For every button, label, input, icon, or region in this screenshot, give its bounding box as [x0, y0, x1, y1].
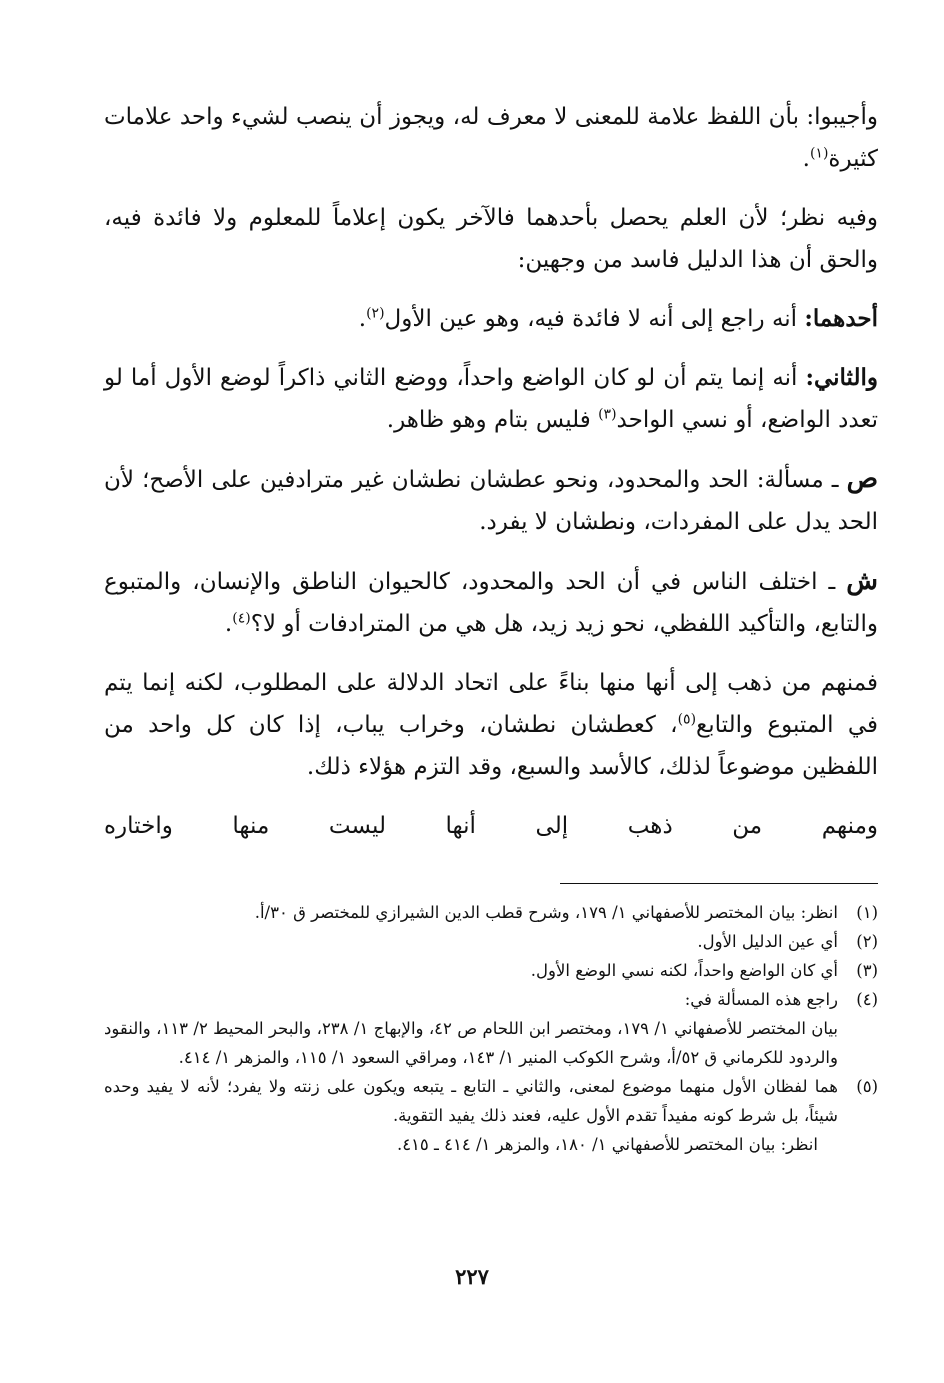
footnote-number: (٥): [856, 1077, 878, 1096]
footnote-number: (٣): [856, 961, 878, 980]
footnote-ref-4[interactable]: (٤): [232, 610, 251, 627]
footnote-number: (٤): [856, 990, 878, 1009]
paragraph-6: ش ـ اختلف الناس في أن الحد والمحدود، كالحيوان الناطق والإنسان، والمتبوع والتابع، والتأكيد اللفظي، نحو زيد زيد، هل هي من المترادفات أو لا؟$^{(٤)}$.: [104, 566, 878, 637]
footnote-4: (٤) راجع هذه المسألة في: بيان المختصر للأصفهاني ١/ ١٧٩، ومختصر ابن اللحام ص ٤٢، والإبهاج ١/ ٢٣٨، والبحر المحيط ٢/ ١١٣، والنقود والردود للكرماني ق ٥٢/أ، وشرح الكوكب المنير ١/ ١٤٣، ومراقي السعود ١/ ١١٥، والمزهر ١/ ٤١٤.: [104, 985, 878, 1072]
footnote-1: (١) انظر: بيان المختصر للأصفهاني ١/ ١٧٩، وشرح قطب الدين الشيرازي للمختصر ق ٣٠/أ.: [104, 898, 878, 927]
footnote-4-sources: بيان المختصر للأصفهاني ١/ ١٧٩، ومختصر ابن اللحام ص ٤٢، والإبهاج ١/ ٢٣٨، والبحر المحيط ٢/ ١١٣، والنقود والردود للكرماني ق ٥٢/أ، وشرح الكوكب المنير ١/ ١٤٣، ومراقي السعود ١/ ١١٥، والمزهر ١/ ٤١٤.: [104, 1019, 838, 1067]
paragraph-3: أحدهما: أنه راجع إلى أنه لا فائدة فيه، وهو عين الأول$^{(٢)}$.: [358, 305, 878, 332]
footnote-3: (٣) أي كان الواضع واحداً، لكنه نسي الوضع الأول.: [104, 956, 878, 985]
paragraph-1: وأجيبوا: بأن اللفظ علامة للمعنى لا معرف له، ويجوز أن ينصب لشيء واحد علامات كثيرة$^{(١)}$.: [104, 104, 878, 172]
paragraph-7: فمنهم من ذهب إلى أنها منها بناءً على اتحاد الدلالة على المطلوب، لكنه إنما يتم في المتبوع والتابع$^{(٥)}$، كعطشان نطشان، وخراب يباب، إذا كان كل واحد من اللفظين موضوعاً لذلك، كالأسد والسبع، وقد التزم هؤلاء ذلك.: [104, 670, 878, 780]
paragraph-8: ومنهم من ذهب إلى أنها ليست منها واختاره: [104, 813, 878, 839]
second-reason-label: والثاني:: [805, 364, 878, 391]
footnote-ref-1[interactable]: (١): [809, 145, 829, 162]
main-text: [104, 96, 878, 847]
footnote-ref-5[interactable]: (٥): [677, 711, 697, 728]
paragraph-2: وفيه نظر؛ لأن العلم يحصل بأحدهما فالآخر يكون إعلاماً للمعلوم ولا فائدة فيه، والحق أن هذا الدليل فاسد من وجهين:: [104, 205, 878, 273]
footnote-ref-3[interactable]: (٣): [598, 406, 617, 423]
paragraph-5: ص ـ مسألة: الحد والمحدود، ونحو عطشان نطشان غير مترادفين على الأصح؛ لأن الحد يدل على المفردات، ونطشان لا يفرد.: [104, 464, 878, 535]
footnote-number: (٢): [856, 932, 878, 951]
paragraph-4: والثاني: أنه إنما يتم أن لو كان الواضع واحداً، ووضع الثاني ذاكراً لوضع الأول أما لو تعدد الواضع، أو نسي الواحد$^{(٣)}$ فليس بتام وهو ظاهر.: [104, 364, 878, 433]
first-reason-label: أحدهما:: [804, 305, 878, 332]
page-number: ٢٢٧: [455, 1264, 489, 1289]
footnote-5: (٥) هما لفظان الأول منهما موضوع لمعنى، والثاني ـ التابع ـ يتبعه ويكون على زنته ولا يفرد؛ لأنه لا يفيد وحده شيئاً، بل شرط كونه مفيداً تقدم الأول عليه، فعند ذلك يفيد التقوية. انظر: بيان المختصر للأصفهاني ١/ ١٨٠، والمزهر ١/ ٤١٤ ـ ٤١٥.: [104, 1072, 878, 1159]
footnote-2: (٢) أي عين الدليل الأول.: [104, 927, 878, 956]
footnote-separator: [560, 883, 878, 884]
text-marker-sad: ص: [846, 464, 878, 494]
footnote-number: (١): [856, 903, 878, 922]
footnote-5-sources: انظر: بيان المختصر للأصفهاني ١/ ١٨٠، والمزهر ١/ ٤١٤ ـ ٤١٥.: [396, 1135, 818, 1154]
footnote-ref-2[interactable]: (٢): [366, 305, 385, 322]
footnotes: [104, 898, 878, 1159]
text-marker-shin: ش: [846, 566, 878, 596]
